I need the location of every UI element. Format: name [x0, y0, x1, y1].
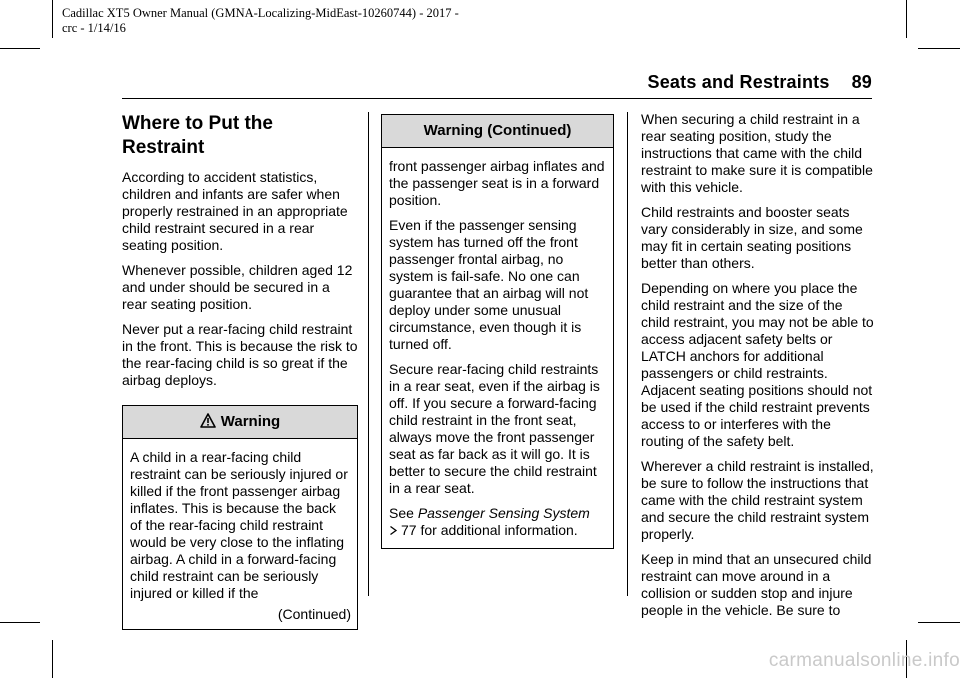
continued-label: (Continued) [277, 606, 351, 622]
warning-box [381, 114, 614, 549]
warning-text: A child in a rear-facing child restraint can be seriously injured or killed if the front passenger airbag inflates. This is because the back of the rear-facing child restraint would be very close to the inflating airbag. A child in a forward-facing child restraint can be seriously injured or killed if the [130, 449, 348, 601]
column-1 [122, 112, 358, 630]
heading-rule [122, 98, 872, 99]
crop-mark [906, 0, 907, 38]
warning-text: Even if the passenger sensing system has turned off the front passenger frontal airbag, no system is fail-safe. No one can guarantee that an airbag will not deploy under some unusual circumstance, even though it is turned off. [389, 217, 589, 352]
warning-header: Warning (Continued) [382, 115, 613, 148]
page-number: 89 [851, 72, 872, 92]
paragraph: Whenever possible, children aged 12 and under should be secured in a rear seating position. [122, 262, 353, 312]
paragraph: Depending on where you place the child restraint and the size of the child restraint, you may not be able to access adjacent safety belts or LATCH anchors for additional passengers or child restraints. Adjacent seating positions should not be used if the child restraint prevents access to or interferes with the routing of the safety belt. [641, 280, 874, 449]
warning-box [122, 405, 358, 630]
column-3 [641, 111, 875, 627]
crop-mark [52, 640, 53, 678]
warning-header [123, 406, 357, 439]
crop-mark [918, 48, 960, 49]
paragraph: Keep in mind that an unsecured child restraint can move around in a collision or sudden stop and injure people in the vehicle. Be sure to [641, 551, 872, 618]
print-header-line: Cadillac XT5 Owner Manual (GMNA-Localizing-MidEast-10260744) - 2017 - [62, 6, 459, 20]
paragraph: When securing a child restraint in a rear seating position, study the instructions that came with the child restraint to make sure it is compatible with this vehicle. [641, 111, 873, 195]
paragraph: Wherever a child restraint is installed, be sure to follow the instructions that came with the child restraint system and secure the child restraint system properly. [641, 458, 874, 542]
cross-reference [389, 505, 607, 540]
warning-text: Secure rear-facing child restraints in a rear seat, even if the airbag is off. If you secure a forward-facing child restraint in the front seat, always move the front passenger seat as far back as it will go. It is better to secure the child restraint in a rear seat. [389, 361, 600, 496]
column-2 [381, 114, 614, 549]
column-rule [368, 112, 369, 596]
crop-mark [918, 622, 960, 623]
column-rule [627, 112, 628, 596]
crop-mark [52, 0, 53, 38]
warning-title: Warning [220, 413, 281, 430]
topic-title [122, 112, 358, 160]
reference-tail: for additional information. [420, 522, 578, 538]
crop-mark [0, 48, 40, 49]
reference-page[interactable]: 77 [401, 522, 417, 538]
paragraph: Child restraints and booster seats vary considerably in size, and some may fit in certain seating positions better than others. [641, 204, 863, 271]
section-title: Seats and Restraints [647, 72, 830, 92]
print-header [62, 6, 459, 36]
topic-title-line: Where to Put the [122, 113, 273, 134]
paragraph: Never put a rear-facing child restraint in the front. This is because the risk to the rear-facing child is so great if the airbag deploys. [122, 321, 358, 388]
warning-body [123, 439, 357, 629]
page-heading [560, 72, 872, 93]
watermark: carmanualsonline.info [768, 650, 960, 671]
print-header-line: crc - 1/14/16 [62, 21, 126, 35]
page-reference-icon [389, 523, 398, 540]
warning-alert-icon [200, 408, 216, 440]
warning-text: front passenger airbag inflates and the passenger seat is in a forward position. [389, 158, 605, 208]
see-label: See [389, 505, 414, 521]
paragraph: According to accident statistics, children and infants are safer when properly restrained in an appropriate child restraint secured in a rear seating position. [122, 169, 348, 253]
crop-mark [0, 622, 40, 623]
warning-body [382, 148, 613, 548]
topic-title-line: Restraint [122, 137, 205, 158]
reference-link[interactable]: Passenger Sensing System [417, 505, 590, 521]
